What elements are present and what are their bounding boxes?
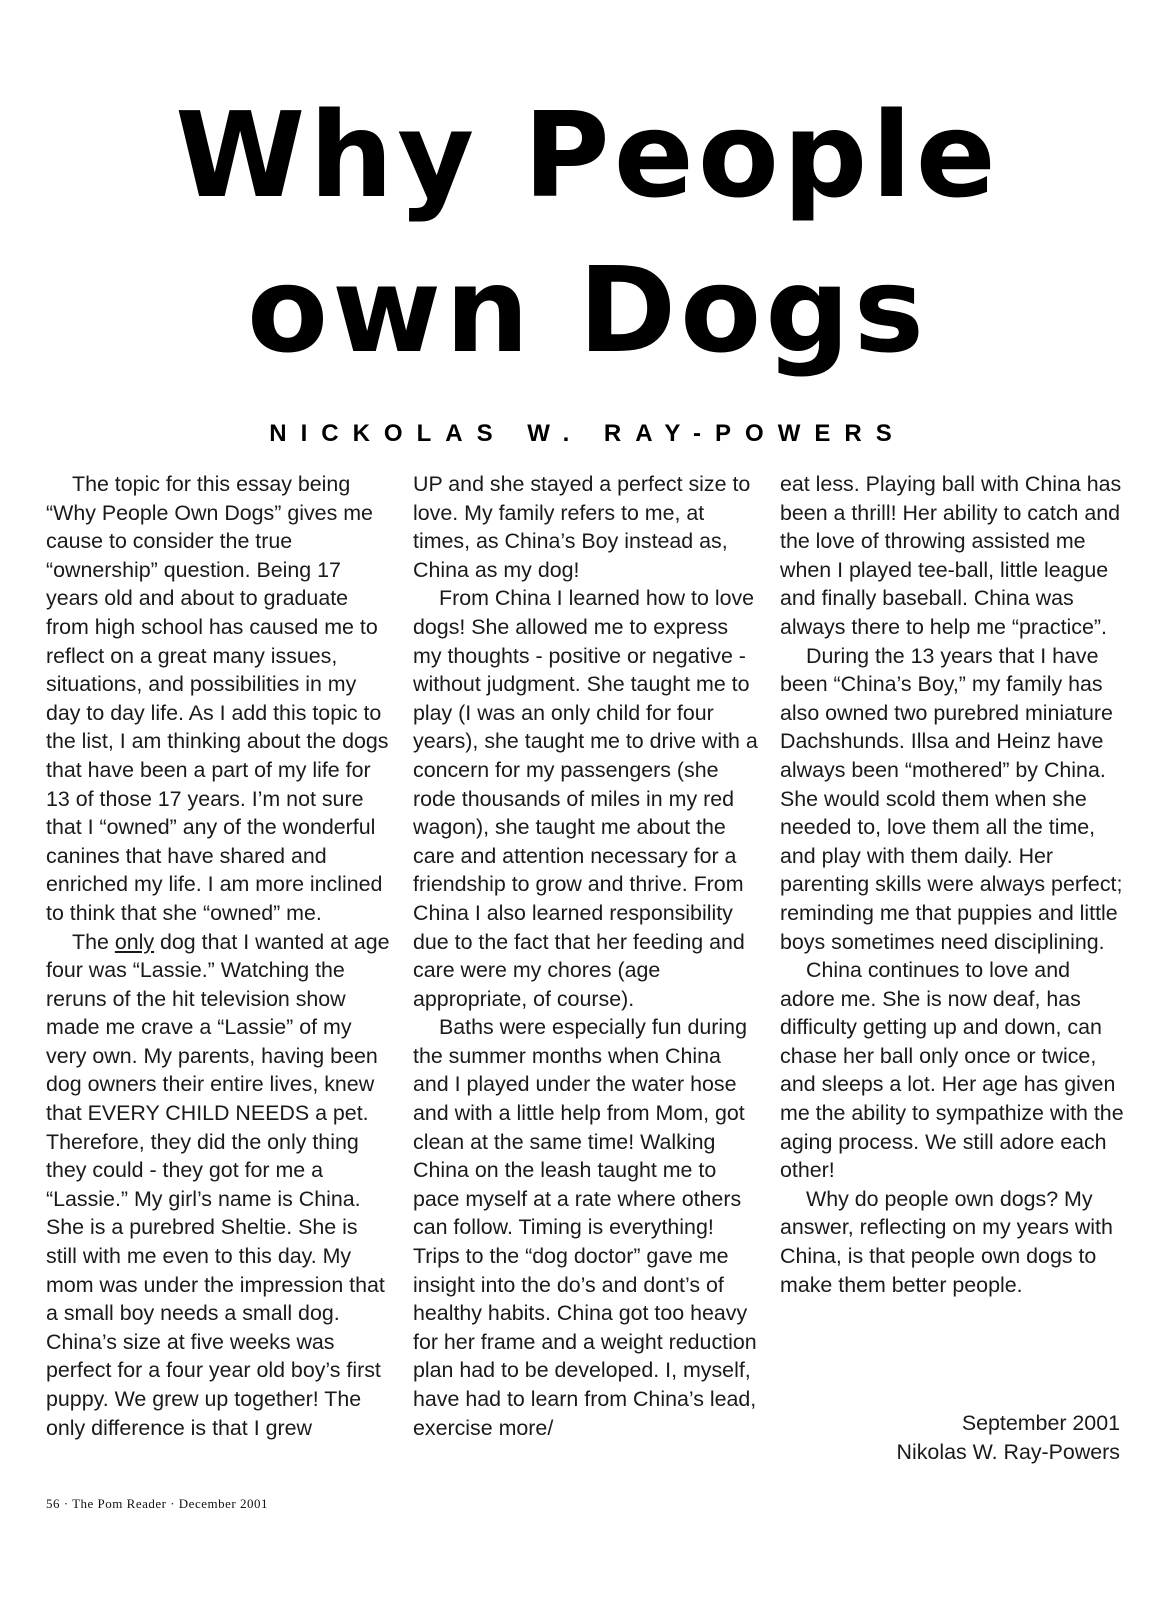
paragraph: From China I learned how to love dogs! She allowed me to express my thoughts - positive or negative - without judgment. She taught me to play (I was an only child for four years), she taught me to drive with a concern for my passengers (she rode thousands of miles in my red wagon), she taught me about the care and attention necessary for a friendship to grow and thrive. From China I also learned responsibility due to the fact that her feeding and care were my chores (age appropriate, of course). — [413, 586, 758, 1011]
paragraph-rest: dog that I wanted at age four was “Lassie.” Watching the reruns of the hit television show made me crave a “Lassie” of my very own. My parents, having been dog owners their entire lives, knew that EVERY CHILD NEEDS a pet. Therefore, they did the only thing they could - they got for me a “Lassie.” My girl’s name is China. She is a purebred Sheltie. She is still with me even to this day. My mom was under the impression that a small boy needs a small dog. China’s size at five weeks was perfect for a four year old boy’s first puppy. We grew up together! The only difference is that I grew — [46, 929, 390, 1440]
underlined-word: only — [114, 929, 155, 954]
paragraph: The topic for this essay being “Why People Own Dogs” gives me cause to consider the true “ownership” question. Being 17 years old and about to graduate from high school has caused me to reflect on a great many issues, situations, and possibilities in my day to day life. As I add this topic to the list, I am thinking about the dogs that have been a part of my life for 13 of those 17 years. I’m not sure that I “owned” any of the wonderful canines that have shared and enriched my life. I am more inclined to think that she “owned” me. — [46, 472, 389, 925]
paragraph: During the 13 years that I have been “China’s Boy,” my family has also owned two purebred miniature Dachshunds. Illsa and Heinz have always been “mothered” by China. She would scold them when she needed to, love them all the time, and play with them daily. Her parenting skills were always perfect; reminding me that puppies and little boys sometimes need disciplining. — [780, 643, 1123, 954]
paragraph: Why do people own dogs? My answer, reflecting on my years with China, is that people own dogs to make them better people. — [780, 1186, 1113, 1297]
title — [0, 70, 1175, 400]
paragraph-continued: eat less. Playing ball with China has been a thrill! Her ability to catch and the love of throwing assisted me when I played tee-ball, little league and finally baseball. China was always there to help me “practice”. — [780, 472, 1122, 639]
page-footer: 56 · The Pom Reader · December 2001 — [46, 1496, 268, 1511]
column-3 — [780, 470, 1130, 1299]
paragraph: China continues to love and adore me. She is now deaf, has difficulty getting up and down, can chase her ball only once or twice, and sleeps a lot. Her age has given me the ability to sympathize with the aging process. We still adore each other! — [780, 958, 1124, 1183]
title-line-2: own Dogs — [247, 241, 928, 379]
column-2 — [413, 470, 758, 1442]
signature-name: Nikolas W. Ray-Powers — [896, 1440, 1120, 1464]
signature-date: September 2001 — [961, 1411, 1120, 1435]
column-1 — [46, 470, 391, 1442]
paragraph: Baths were especially fun during the summer months when China and I played under the water hose and with a little help from Mom, got clean at the same time! Walking China on the leash taught me to pace myself at a rate where others can follow. Timing is everything! Trips to the “dog doctor” gave me insight into the do’s and dont’s of healthy habits. China got too heavy for her frame and a weight reduction plan had to be developed. I, myself, have had to learn from China’s lead, exercise more/ — [413, 1015, 757, 1440]
paragraph-continued: UP and she stayed a perfect size to love. My family refers to me, at times, as China’s Boy instead as, China as my dog! — [413, 472, 751, 582]
byline: NICKOLAS W. RAY-POWERS — [269, 420, 906, 447]
title-line-1: Why People — [175, 86, 1000, 224]
paragraph — [46, 928, 391, 1443]
paragraph-lead: The — [72, 929, 115, 954]
